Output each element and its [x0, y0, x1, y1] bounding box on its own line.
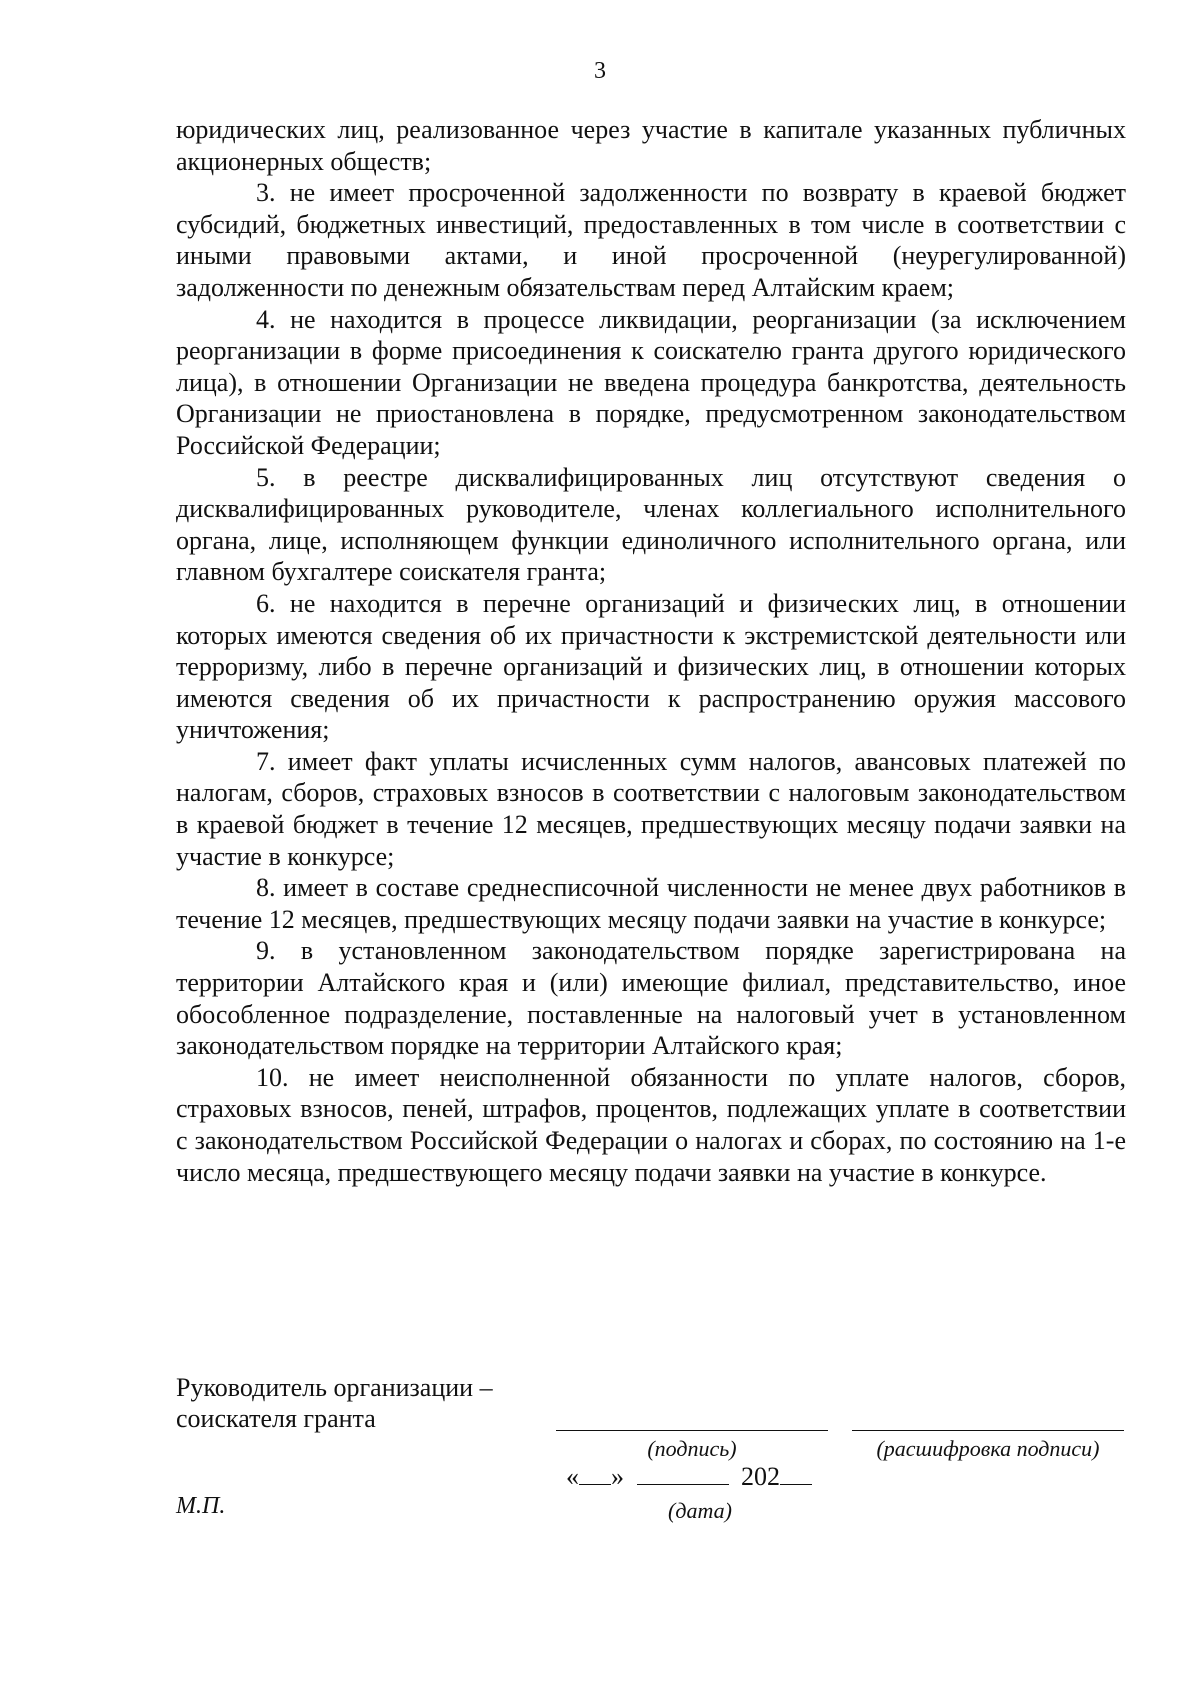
signature-line	[556, 1430, 828, 1431]
signatory-role-line-2: соискателя гранта	[176, 1404, 376, 1433]
day-blank	[579, 1460, 611, 1485]
paragraph-item-6: 6. не находится в перечне организаций и физических лиц, в отношении которых имеются сведения об их причастности к экстремистской деятельности или терроризму, либо в перечне организаций и физических лиц, в отношении которых имеются сведения об их причастности к распространению оружия массового уничтожения;	[176, 588, 1126, 745]
signatory-role-line-1: Руководитель организации –	[176, 1373, 493, 1402]
year-blank	[780, 1460, 812, 1485]
signature-caption: (подпись)	[647, 1436, 737, 1461]
paragraph-item-5: 5. в реестре дисквалифицированных лиц отсутствуют сведения о дисквалифицированных руководителе, членах коллегиального исполнительного органа, лице, исполняющем функции единоличного исполнительного органа, или главном бухгалтере соискателя гранта;	[176, 462, 1126, 587]
paragraph-item-8: 8. имеет в составе среднесписочной численности не менее двух работников в течение 12 месяцев, предшествующих месяцу подачи заявки на участие в конкурсе;	[176, 873, 1126, 934]
page-number: 3	[594, 58, 606, 84]
date-open-quote: «	[566, 1462, 579, 1491]
date-caption: (дата)	[668, 1498, 732, 1523]
paragraph-item-7: 7. имеет факт уплаты исчисленных сумм налогов, авансовых платежей по налогам, сборов, страховых взносов в соответствии с налоговым законодательством в краевой бюджет в течение 12 месяцев, предшествующих месяцу подачи заявки на участие в конкурсе;	[176, 746, 1126, 871]
stamp-place: М.П.	[176, 1493, 226, 1519]
signature-decoding-line	[852, 1430, 1124, 1431]
date-field	[566, 1460, 812, 1492]
signatory-role	[176, 1372, 493, 1434]
paragraph-item-9: 9. в установленном законодательством порядке зарегистрирована на территории Алтайского края и (или) имеющие филиал, представительство, иное обособленное подразделение, поставленные на налоговый учет в установленном законодательством порядке на территории Алтайского края;	[176, 936, 1126, 1061]
signature-decoding-caption: (расшифровка подписи)	[876, 1436, 1100, 1461]
month-blank	[637, 1460, 729, 1485]
year-prefix: 202	[741, 1462, 780, 1491]
paragraph-item-10: 10. не имеет неисполненной обязанности по уплате налогов, сборов, страховых взносов, пеней, штрафов, процентов, подлежащих уплате в соответствии с законодательством Российской Федерации о налогах и сборах, по состоянию на 1-е число месяца, предшествующего месяцу подачи заявки на участие в конкурсе.	[176, 1062, 1126, 1187]
paragraph-item-3: 3. не имеет просроченной задолженности по возврату в краевой бюджет субсидий, бюджетных инвестиций, предоставленных в том числе в соответствии с иными правовыми актами, и иной просроченной (неурегулированной) задолженности по денежным обязательствам перед Алтайским краем;	[176, 178, 1126, 302]
date-close-quote: »	[611, 1462, 624, 1491]
paragraph-item-4: 4. не находится в процессе ликвидации, реорганизации (за исключением реорганизации в форме присоединения к соискателю гранта другого юридического лица), в отношении Организации не введена процедура банкротства, деятельность Организации не приостановлена в порядке, предусмотренном законодательством Российской Федерации;	[176, 304, 1126, 460]
paragraph-continuation: юридических лиц, реализованное через участие в капитале указанных публичных акционерных обществ;	[176, 115, 1126, 176]
